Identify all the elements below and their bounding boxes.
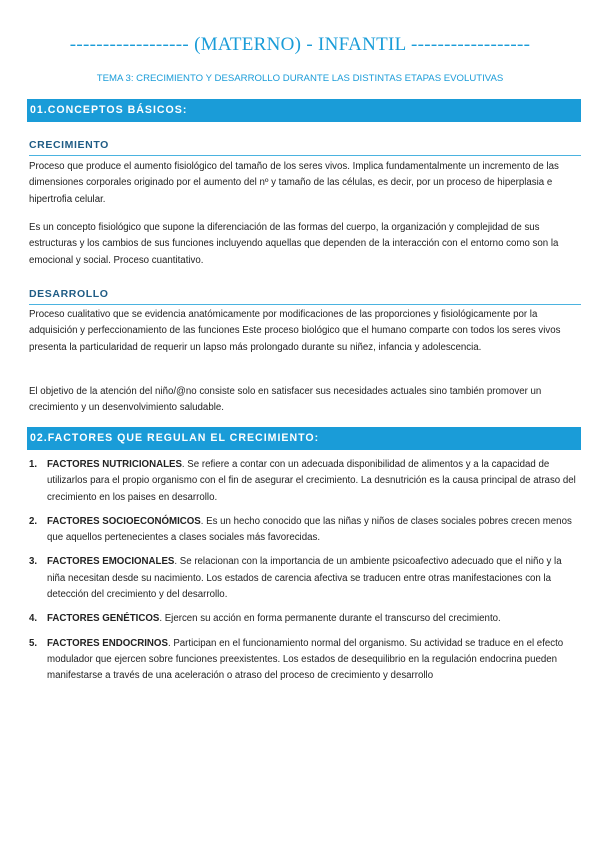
factor-description: . Se relacionan con la importancia de un ambiente psicoafectivo adecuado que el niño y la niña necesitan desde su nacimiento. Los estados de carencia afectiva se traducen entre otras manifestaciones con la detección del crecimiento y del desarrollo. bbox=[47, 556, 562, 601]
factor-number: 4. bbox=[29, 613, 38, 625]
desarrollo-paragraph-2: El objetivo de la atención del niño/@no consiste solo en satisfacer sus necesidades actuales sino también promover un crecimiento y un desenvolvimiento saludable. bbox=[29, 386, 542, 414]
factor-description: . Participan en el funcionamiento normal del organismo. Su actividad se traduce en el efecto modulador que ejercen sobre funciones preexistentes. Los estados de desequilibrio en la regulación endocrina pueden manifestarse a través de una aceleración o atraso del proceso de crecimiento y desarrollo bbox=[47, 637, 564, 682]
factor-item-socioeconomicos bbox=[29, 514, 581, 547]
factor-item-emocionales bbox=[29, 554, 581, 603]
factor-description: . Ejercen su acción en forma permanente durante el transcurso del crecimiento. bbox=[159, 613, 501, 625]
desarrollo-paragraph-1: Proceso cualitativo que se evidencia anatómicamente por modificaciones de las proporciones y fisiológicamente por la adquisición y perfeccionamiento de las funciones Este proceso biológico que el humano comparte con todos los seres vivos presenta la particularidad de requerir un lapso más prolongado durante su niñez, infancia y adolescencia. bbox=[29, 309, 561, 353]
factors-list bbox=[29, 457, 581, 693]
section-1-heading: 01.CONCEPTOS BÁSICOS: bbox=[27, 99, 581, 122]
crecimiento-heading: CRECIMIENTO bbox=[29, 139, 581, 156]
factor-number: 2. bbox=[29, 515, 38, 527]
crecimiento-paragraph-2: Es un concepto fisiológico que supone la diferenciación de las formas del cuerpo, la organización y complejidad de sus estructuras y los cambios de sus funciones incluyendo aquellas que dependen de la interacción con el entorno como son la emocional y social. Proceso cuantitativo. bbox=[29, 222, 559, 266]
desarrollo-heading: DESARROLLO bbox=[29, 288, 581, 305]
factor-number: 5. bbox=[29, 637, 38, 649]
factor-name: FACTORES ENDOCRINOS bbox=[47, 637, 168, 649]
factor-item-endocrinos bbox=[29, 636, 581, 685]
factor-name: FACTORES EMOCIONALES bbox=[47, 556, 175, 568]
factor-name: FACTORES GENÉTICOS bbox=[47, 613, 160, 625]
factor-item-geneticos bbox=[29, 611, 581, 627]
section-2-heading: 02.FACTORES QUE REGULAN EL CRECIMIENTO: bbox=[27, 427, 581, 450]
topic-subtitle: TEMA 3: CRECIMIENTO Y DESARROLLO DURANTE LAS DISTINTAS ETAPAS EVOLUTIVAS bbox=[96, 73, 504, 84]
crecimiento-paragraph-1: Proceso que produce el aumento fisiológico del tamaño de los seres vivos. Implica fundamentalmente un incremento de las dimensiones corporales originado por el aumento del nº y tamaño de las células, es decir, por un proceso de hiperplasia e hipertrofia celular. bbox=[29, 161, 559, 205]
document-title: ------------------ (MATERNO) - INFANTIL ------------------ bbox=[69, 34, 531, 55]
factor-number: 3. bbox=[29, 556, 38, 568]
factor-description: . Es un hecho conocido que las niñas y niños de clases sociales pobres crecen menos que aquellos pertenecientes a clases sociales más favorecidas. bbox=[47, 515, 572, 544]
factor-name: FACTORES SOCIOECONÓMICOS bbox=[47, 515, 201, 527]
factor-name: FACTORES NUTRICIONALES bbox=[47, 459, 182, 470]
factor-item-nutricionales bbox=[29, 457, 581, 506]
factor-number: 1. bbox=[29, 459, 38, 470]
factor-description: . Se refiere a contar con un adecuada disponibilidad de alimentos y a la capacidad de utilizarlos para el propio organismo con el fin de asegurar el crecimiento. La desnutrición es la causa principal de atraso del crecimiento en los paises en desarrollo. bbox=[47, 459, 576, 503]
